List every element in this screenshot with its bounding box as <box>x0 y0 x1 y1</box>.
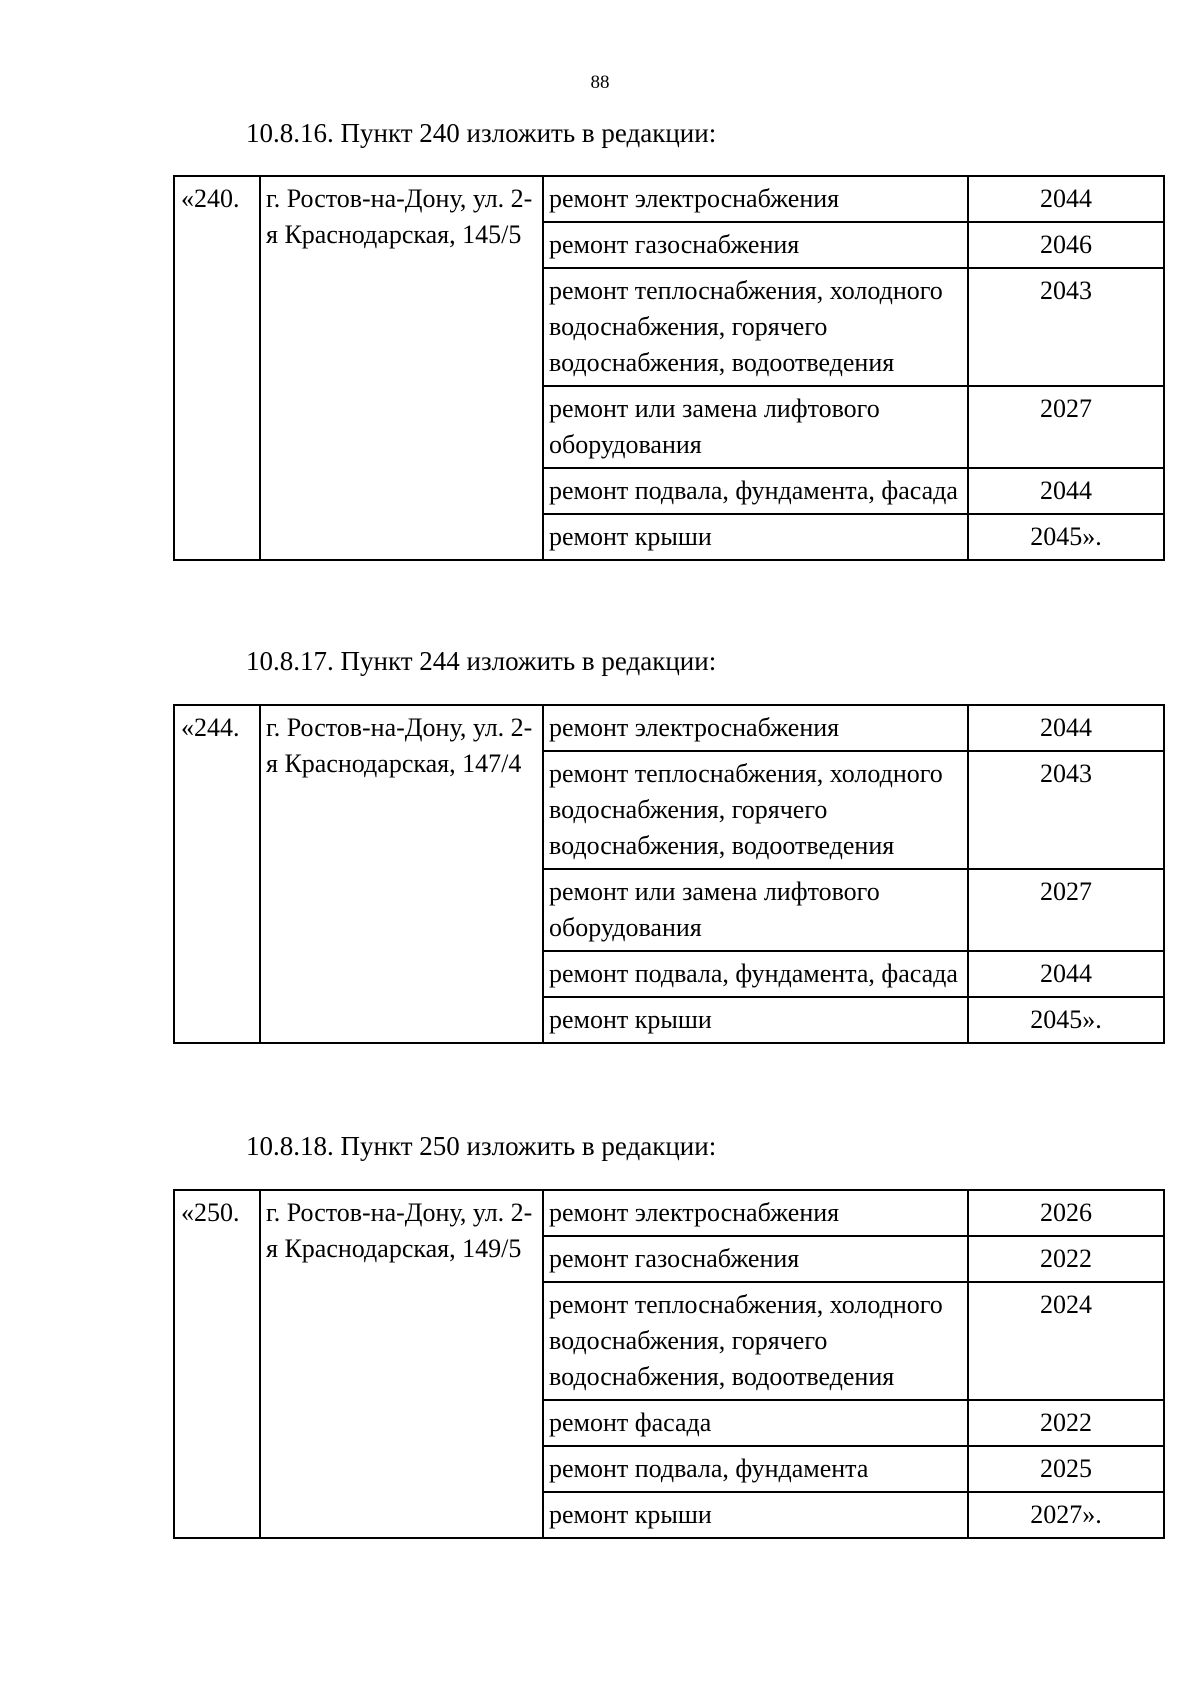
year-cell: 2022 <box>968 1400 1164 1446</box>
page-number: 88 <box>590 72 610 93</box>
year-cell: 2026 <box>968 1190 1164 1236</box>
amendment-table <box>173 1189 1165 1539</box>
year-cell: 2027». <box>968 1492 1164 1538</box>
work-cell: ремонт крыши <box>543 997 968 1043</box>
table-row <box>174 705 1164 751</box>
work-cell: ремонт крыши <box>543 514 968 560</box>
work-cell: ремонт подвала, фундамента <box>543 1446 968 1492</box>
work-cell: ремонт теплоснабжения, холодного водоснабжения, горячего водоснабжения, водоотведения <box>543 751 968 869</box>
item-number: «250. <box>174 1190 260 1538</box>
work-cell: ремонт газоснабжения <box>543 1236 968 1282</box>
work-cell: ремонт крыши <box>543 1492 968 1538</box>
amendment-table <box>173 175 1165 561</box>
year-cell: 2044 <box>968 468 1164 514</box>
year-cell: 2045». <box>968 514 1164 560</box>
work-cell: ремонт теплоснабжения, холодного водоснабжения, горячего водоснабжения, водоотведения <box>543 1282 968 1400</box>
year-cell: 2027 <box>968 386 1164 468</box>
work-cell: ремонт электроснабжения <box>543 176 968 222</box>
section-heading: 10.8.16. Пункт 240 изложить в редакции: <box>246 118 717 148</box>
work-cell: ремонт электроснабжения <box>543 1190 968 1236</box>
address-cell: г. Ростов-на-Дону, ул. 2-я Краснодарская, 149/5 <box>260 1190 543 1538</box>
year-cell: 2044 <box>968 176 1164 222</box>
year-cell: 2045». <box>968 997 1164 1043</box>
work-cell: ремонт или замена лифтового оборудования <box>543 386 968 468</box>
year-cell: 2044 <box>968 705 1164 751</box>
table-row <box>174 1190 1164 1236</box>
year-cell: 2027 <box>968 869 1164 951</box>
year-cell: 2043 <box>968 751 1164 869</box>
year-cell: 2046 <box>968 222 1164 268</box>
year-cell: 2044 <box>968 951 1164 997</box>
work-cell: ремонт подвала, фундамента, фасада <box>543 468 968 514</box>
amendment-table <box>173 704 1165 1044</box>
item-number: «240. <box>174 176 260 560</box>
address-cell: г. Ростов-на-Дону, ул. 2-я Краснодарская, 145/5 <box>260 176 543 560</box>
work-cell: ремонт или замена лифтового оборудования <box>543 869 968 951</box>
year-cell: 2024 <box>968 1282 1164 1400</box>
work-cell: ремонт теплоснабжения, холодного водоснабжения, горячего водоснабжения, водоотведения <box>543 268 968 386</box>
work-cell: ремонт фасада <box>543 1400 968 1446</box>
work-cell: ремонт электроснабжения <box>543 705 968 751</box>
section-heading: 10.8.18. Пункт 250 изложить в редакции: <box>246 1131 717 1161</box>
section-heading: 10.8.17. Пункт 244 изложить в редакции: <box>246 646 717 676</box>
table-row <box>174 176 1164 222</box>
work-cell: ремонт подвала, фундамента, фасада <box>543 951 968 997</box>
year-cell: 2043 <box>968 268 1164 386</box>
year-cell: 2025 <box>968 1446 1164 1492</box>
year-cell: 2022 <box>968 1236 1164 1282</box>
work-cell: ремонт газоснабжения <box>543 222 968 268</box>
address-cell: г. Ростов-на-Дону, ул. 2-я Краснодарская, 147/4 <box>260 705 543 1043</box>
item-number: «244. <box>174 705 260 1043</box>
